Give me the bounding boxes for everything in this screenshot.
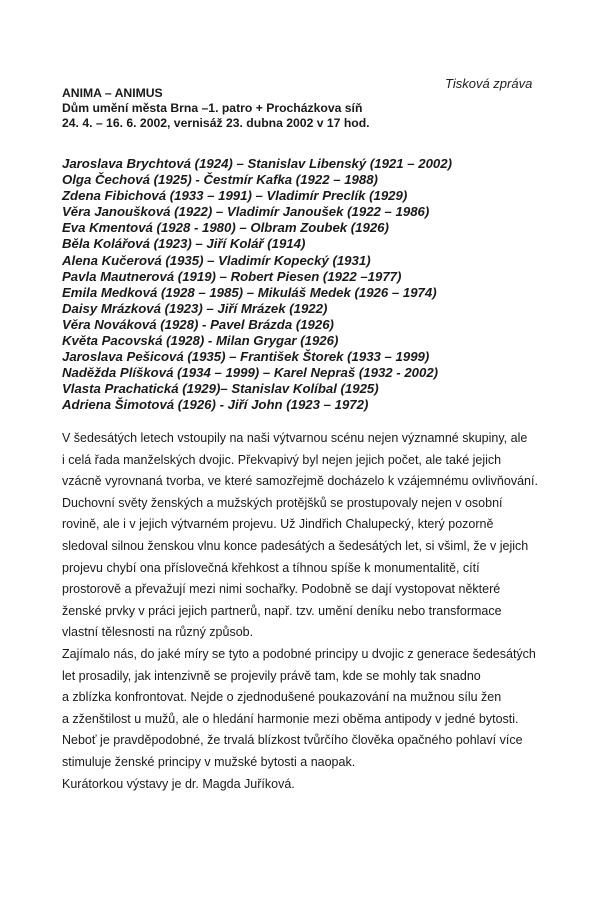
- curator-line: Kurátorkou výstavy je dr. Magda Juříková.: [62, 776, 295, 791]
- body-text-line: stimuluje ženské principy v mužské bytosti a naopak.: [62, 754, 356, 769]
- artist-couple: Květa Pacovská (1928) - Milan Grygar (1926): [62, 333, 339, 349]
- body-text-line: sledoval silnou ženskou vlnu konce padesátých a šedesátých let, si všiml, že v jejich: [62, 538, 529, 553]
- body-text-line: a zblízka konfrontovat. Nejde o zjednodušené poukazování na mužnou sílu žen: [62, 690, 502, 705]
- artist-couple: Jaroslava Pešicová (1935) – František Štorek (1933 – 1999): [62, 349, 430, 365]
- body-text-line: vlastní tělesnosti na různý způsob.: [62, 625, 254, 640]
- artist-couple: Emila Medková (1928 – 1985) – Mikuláš Medek (1926 – 1974): [62, 284, 437, 300]
- artist-couple: Daisy Mrázková (1923) – Jiří Mrázek (1922): [62, 300, 328, 316]
- body-text-line: rovině, ale i v jejich výtvarném projevu. Už Jindřich Chalupecký, který pozorně: [62, 517, 494, 532]
- artist-couple: Vlasta Prachatická (1929)– Stanislav Kolíbal (1925): [62, 381, 379, 397]
- artist-couple: Věra Janoušková (1922) – Vladimír Janoušek (1922 – 1986): [62, 204, 430, 220]
- artist-couple: Naděžda Plíšková (1934 – 1999) – Karel Nepraš (1932 - 2002): [62, 365, 439, 381]
- press-release-label: Tisková zpráva: [445, 76, 533, 91]
- exhibition-venue: Dům umění města Brna –1. patro + Procházkova síň: [62, 101, 363, 115]
- artist-couple: Olga Čechová (1925) - Čestmír Kafka (1922 – 1988): [62, 172, 378, 188]
- body-text-line: Neboť je pravděpodobné, že trvalá blízkost tvůrčího člověka opačného pohlaví více: [62, 733, 523, 748]
- exhibition-dates: 24. 4. – 16. 6. 2002, vernisáž 23. dubna 2002 v 17 hod.: [62, 116, 370, 130]
- body-text-line: Duchovní světy ženských a mužských protějšků se prostupovaly nejen v osobní: [62, 495, 503, 510]
- body-text-line: ženské prvky v práci jejich partnerů, např. tzv. umění deníku nebo transformace: [62, 603, 502, 618]
- artist-couple: Eva Kmentová (1928 - 1980) – Olbram Zoubek (1926): [62, 220, 389, 236]
- body-text-line: let prosadily, jak intenzivně se projevily právě tam, kde se mohly tak snadno: [62, 668, 481, 683]
- artist-couple: Jaroslava Brychtová (1924) – Stanislav Libenský (1921 – 2002): [62, 156, 452, 171]
- body-text-line: prostorově a převažují mezi nimi sochařky. Podobně se dají vystopovat některé: [62, 582, 501, 597]
- body-text-line: i celá řada manželských dvojic. Překvapivý byl nejen jejich počet, ale také jejich: [62, 452, 502, 467]
- artist-couple: Zdena Fibichová (1933 – 1991) – Vladimír Preclík (1929): [62, 188, 408, 204]
- body-text-line: V šedesátých letech vstoupily na naši výtvarnou scénu nejen významné skupiny, ale: [62, 431, 528, 445]
- exhibition-title: ANIMA – ANIMUS: [62, 86, 163, 100]
- body-text-line: Zajímalo nás, do jaké míry se tyto a podobné principy u dvojic z generace šedesátých: [62, 646, 536, 661]
- press-release-body: [62, 428, 562, 795]
- artist-couple: Věra Nováková (1928) - Pavel Brázda (1926): [62, 316, 334, 332]
- exhibition-header: [62, 86, 370, 131]
- body-text-line: vzácně vyrovnaná tvorba, ve které samozřejmě docházelo k vzájemnému ovlivňování.: [62, 474, 538, 489]
- body-text-line: projevu chybí ona příslovečná křehkost a tíhnou spíše k monumentalitě, cítí: [62, 560, 480, 575]
- artist-couple: Běla Kolářová (1923) – Jiří Kolář (1914): [62, 236, 306, 252]
- artist-couples-list: [62, 156, 452, 414]
- artist-couple: Pavla Mautnerová (1919) – Robert Piesen (1922 –1977): [62, 268, 402, 284]
- artist-couple: Alena Kučerová (1935) – Vladimír Kopecký (1931): [62, 252, 371, 268]
- artist-couple: Adriena Šimotová (1926) - Jiří John (1923 – 1972): [62, 397, 369, 413]
- body-text-line: a zženštilost u mužů, ale o hledání harmonie mezi oběma antipody v jedné bytosti.: [62, 711, 519, 726]
